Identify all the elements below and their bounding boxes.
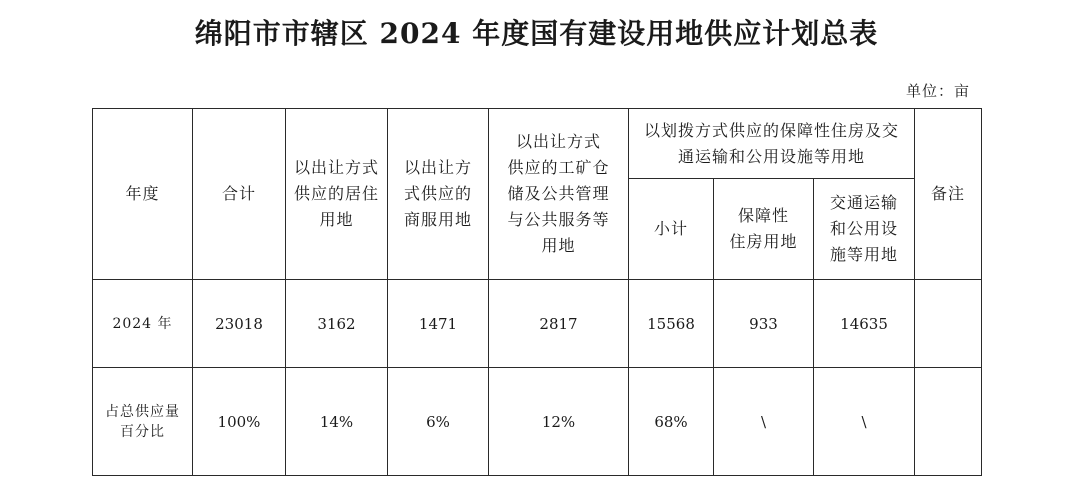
cell-commercial: 1471 <box>388 280 489 368</box>
cell-subtotal: 15568 <box>629 280 714 368</box>
cell-housing: 933 <box>714 280 814 368</box>
cell-total: 23018 <box>193 280 286 368</box>
cell-remark <box>915 280 982 368</box>
cell-commercial: 6% <box>388 368 489 476</box>
cell-subtotal: 68% <box>629 368 714 476</box>
page-title: 绵阳市市辖区 2024 年度国有建设用地供应计划总表 <box>194 17 879 50</box>
cell-transport: \ <box>814 368 915 476</box>
cell-total: 100% <box>193 368 286 476</box>
cell-residential: 3162 <box>286 280 388 368</box>
header-allocation: 以划拨方式供应的保障性住房及交 通运输和公用设施等用地 <box>629 109 915 179</box>
land-supply-table <box>92 108 982 476</box>
header-remark: 备注 <box>915 109 982 280</box>
header-commercial: 以出让方 式供应的 商服用地 <box>388 109 489 280</box>
cell-industrial: 2817 <box>489 280 629 368</box>
header-industrial: 以出让方式 供应的工矿仓 储及公共管理 与公共服务等 用地 <box>489 109 629 280</box>
header-row-top <box>93 109 982 179</box>
table-row <box>93 368 982 476</box>
header-year: 年度 <box>93 109 193 280</box>
header-total: 合计 <box>193 109 286 280</box>
cell-residential: 14% <box>286 368 388 476</box>
row-label: 占总供应量 百分比 <box>93 368 193 476</box>
table-row <box>93 280 982 368</box>
cell-industrial: 12% <box>489 368 629 476</box>
cell-housing: \ <box>714 368 814 476</box>
header-residential: 以出让方式 供应的居住 用地 <box>286 109 388 280</box>
header-transport: 交通运输 和公用设 施等用地 <box>814 179 915 280</box>
cell-remark <box>915 368 982 476</box>
cell-transport: 14635 <box>814 280 915 368</box>
header-subtotal: 小计 <box>629 179 714 280</box>
unit-label: 单位：亩 <box>905 82 970 100</box>
row-label: 2024 年 <box>93 280 193 368</box>
header-housing: 保障性 住房用地 <box>714 179 814 280</box>
